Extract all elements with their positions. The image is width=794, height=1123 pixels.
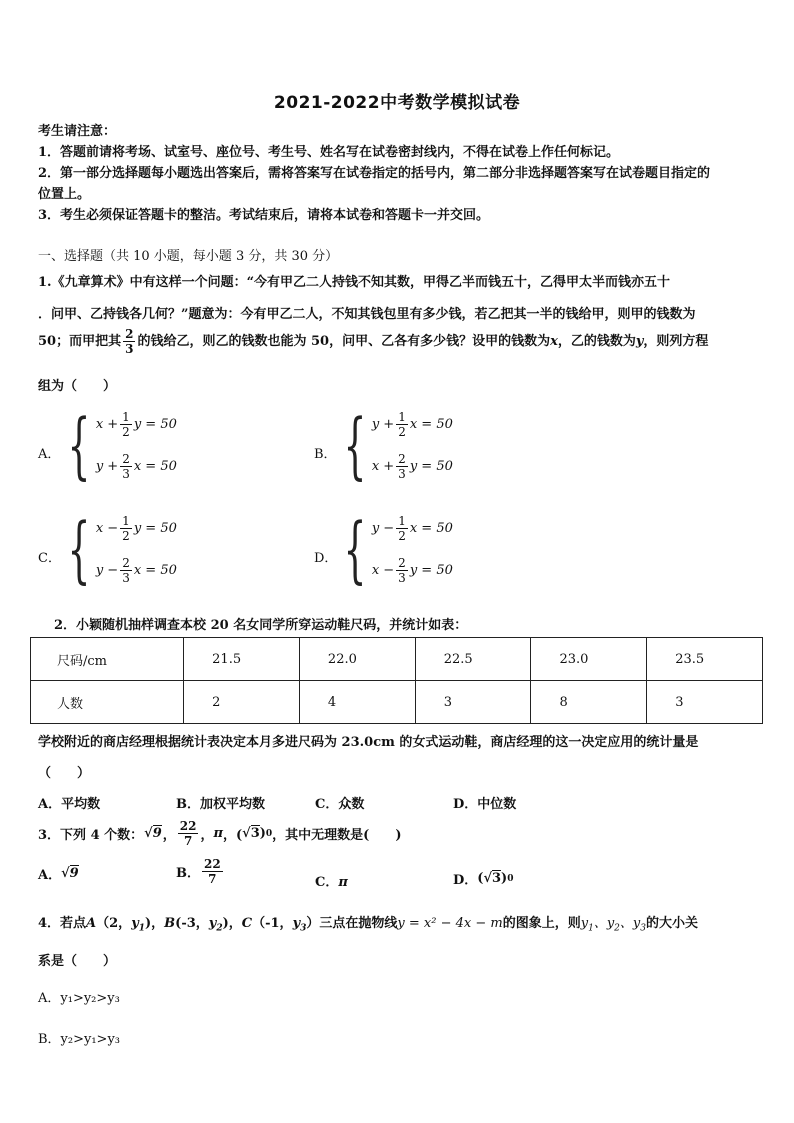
q3-stem-b: ，其中无理数是( )	[272, 828, 402, 843]
table-cell: 3	[647, 681, 763, 724]
fraction	[396, 411, 408, 438]
frac-denominator: 3	[125, 342, 134, 356]
sqrt-9: √9	[61, 866, 79, 881]
q2-after: 学校附近的商店经理根据统计表决定本月多进尺码为 23.0cm 的女式运动鞋，商店经理的这一决定应用的统计量是	[38, 735, 699, 750]
radicand: 9	[69, 866, 79, 881]
comma: ，	[200, 828, 214, 843]
point-c: C	[241, 916, 253, 931]
table-cell: 22.5	[415, 638, 531, 681]
q4-mid: ）三点在抛物线	[306, 916, 398, 931]
equation	[96, 509, 177, 547]
point-b-coords: (-3，	[175, 916, 209, 931]
brace-icon: {	[67, 403, 91, 487]
q4-option-b[interactable]: B．y₂>y₁>y₃	[38, 1032, 121, 1047]
notice-heading: 考生请注意：	[38, 124, 117, 139]
pi-symbol: π	[338, 875, 348, 890]
frac-denominator: 7	[208, 872, 217, 886]
q1-line-3-part-d: ，则列方程	[643, 334, 709, 349]
q2-paren: （ ）	[38, 766, 91, 781]
fraction	[120, 411, 132, 438]
brace-icon: {	[67, 507, 91, 591]
frac-denominator: 3	[398, 570, 406, 585]
frac-denominator: 2	[122, 528, 130, 543]
fraction	[396, 557, 408, 584]
frac-numerator: 2	[398, 555, 406, 570]
q1-option-c-system	[64, 509, 177, 589]
notice-item-1: 1．答题前请将考场、试室号、座位号、考生号、姓名写在试卷密封线内，不得在试卷上作任何标记。	[38, 145, 620, 160]
sqrt-3: √3	[483, 871, 502, 886]
eq-term: x = 50	[133, 562, 177, 578]
eq-term: y = 50	[409, 458, 453, 474]
q4-stem-a: 4．若点	[38, 916, 87, 931]
q1-option-c-label[interactable]: C．	[38, 551, 61, 566]
radicand: 3	[491, 871, 502, 886]
table-cell: 21.5	[184, 638, 300, 681]
exponent: 0	[265, 828, 273, 839]
frac-numerator: 2	[125, 327, 134, 341]
q2-option-b[interactable]: B．加权平均数	[176, 797, 265, 812]
section-heading: 一、选择题（共 10 小题，每小题 3 分，共 30 分）	[38, 249, 339, 264]
equation	[372, 405, 453, 443]
q1-option-b-system	[340, 405, 453, 485]
table-cell: 22.0	[299, 638, 415, 681]
eq-term: y −	[95, 562, 119, 578]
brace-icon: {	[343, 507, 367, 591]
q1-option-b-label[interactable]: B．	[314, 447, 337, 462]
table-row	[31, 681, 763, 724]
paren-open: (	[477, 871, 484, 886]
q1-line-2: ．问甲、乙持钱各几何？”题意为：今有甲乙二人，不知其钱包里有多少钱，若乙把其一半的钱给甲，则甲的钱数为	[38, 307, 696, 322]
table-cell: 2	[184, 681, 300, 724]
option-label: D．	[453, 873, 478, 888]
q2-option-c[interactable]: C．众数	[315, 797, 365, 812]
pi-symbol: π	[213, 826, 223, 841]
radicand: 3	[250, 826, 260, 841]
eq-term: x = 50	[409, 416, 453, 432]
q3-option-b[interactable]	[176, 858, 225, 885]
option-label: A．	[38, 868, 62, 883]
q1-line-3-part-b: 的钱给乙，则乙的钱数也能为 50，问甲、乙各有多少钱？设甲的钱数为	[137, 334, 551, 349]
eq-term: y = 50	[409, 562, 453, 578]
frac-denominator: 2	[122, 424, 130, 439]
frac-numerator: 1	[398, 513, 406, 528]
q4-tail-2: 的大小关	[646, 916, 699, 931]
point-a-coords: （2，	[96, 916, 132, 931]
frac-numerator: 2	[122, 451, 130, 466]
eq-term: y +	[95, 458, 119, 474]
eq-term: y −	[371, 520, 395, 536]
q3-stem	[38, 820, 401, 847]
q1-line-3	[38, 328, 708, 355]
frac-numerator: 2	[122, 555, 130, 570]
q3-option-c[interactable]	[315, 871, 348, 890]
equation	[372, 551, 453, 589]
frac-denominator: 2	[398, 528, 406, 543]
q3-option-d[interactable]	[453, 869, 513, 888]
table-row	[31, 638, 763, 681]
table-cell: 23.5	[647, 638, 763, 681]
point-c-coords: （-1，	[252, 916, 293, 931]
frac-numerator: 1	[122, 409, 130, 424]
shoe-size-table	[30, 637, 763, 724]
q4-line-2: 系是（ ）	[38, 954, 117, 969]
y-list: $y_1$、$y_2$、$y_3$	[580, 916, 646, 934]
eq-term: x −	[95, 520, 119, 536]
page-title: 2021-2022中考数学模拟试卷	[273, 93, 521, 113]
q2-option-d[interactable]: D．中位数	[453, 797, 517, 812]
frac-numerator: 22	[179, 819, 197, 833]
table-cell: 8	[531, 681, 647, 724]
frac-denominator: 3	[122, 466, 130, 481]
fraction	[120, 557, 132, 584]
q1-option-a-system	[64, 405, 177, 485]
brace-icon: {	[343, 403, 367, 487]
frac-numerator: 22	[204, 857, 221, 871]
paren-close: )	[259, 826, 266, 841]
table-cell: 4	[299, 681, 415, 724]
fraction-two-thirds	[123, 328, 135, 355]
q1-line-1: 1.《九章算术》中有这样一个问题：“今有甲乙二人持钱不知其数，甲得乙半而钱五十，乙得甲太半而钱亦五十	[38, 275, 671, 290]
frac-numerator: 1	[398, 409, 406, 424]
fraction	[396, 453, 408, 480]
paren-close: )	[501, 871, 508, 886]
table-cell: 23.0	[531, 638, 647, 681]
option-label: C．	[315, 875, 339, 890]
eq-term: y = 50	[133, 416, 177, 432]
table-cell: 人数	[31, 681, 184, 724]
fraction	[396, 515, 408, 542]
eq-term: x −	[371, 562, 395, 578]
q1-line-4: 组为（ ）	[38, 379, 117, 394]
notice-item-3: 3．考生必须保证答题卡的整洁。考试结束后，请将本试卷和答题卡一并交回。	[38, 208, 490, 223]
fraction	[120, 453, 132, 480]
comma: ，(	[223, 828, 243, 843]
equation	[372, 447, 453, 485]
q4-tail: 的图象上，则	[502, 916, 581, 931]
q4-option-a[interactable]: A．y₁>y₂>y₃	[38, 991, 120, 1006]
q4-stem: 4．若点A（2，$y_1$)，B(-3，$y_2$)，C（-1，$y_3$）三点在抛物线y = x² − 4x − m的图象上，则$y_1$、$y_2$、$y_3$的大小关	[38, 916, 699, 934]
point-a: A	[86, 916, 97, 931]
frac-denominator: 3	[122, 570, 130, 585]
frac-numerator: 1	[122, 513, 130, 528]
eq-term: x +	[95, 416, 119, 432]
option-label: B．	[176, 866, 200, 881]
sqrt-3: √3	[242, 826, 260, 841]
equation	[372, 509, 453, 547]
q1-line-3-part-a: 50；而甲把其	[38, 334, 122, 349]
notice-item-2-cont: 位置上。	[38, 187, 91, 202]
eq-term: y = 50	[133, 520, 177, 536]
equation	[96, 447, 177, 485]
eq-term: x +	[371, 458, 395, 474]
comma: ，	[162, 828, 176, 843]
q3-stem-a: 3．下列 4 个数：	[38, 828, 144, 843]
table-cell: 尺码/cm	[31, 638, 184, 681]
q1-option-d-system	[340, 509, 453, 589]
y2: $y_2$	[208, 916, 223, 934]
q1-line-3-part-c: ，乙的钱数为	[557, 334, 636, 349]
y1: $y_1$	[131, 916, 146, 934]
eq-term: x = 50	[133, 458, 177, 474]
frac-numerator: 2	[398, 451, 406, 466]
frac-denominator: 3	[398, 466, 406, 481]
var-x: x	[550, 334, 558, 349]
equation	[96, 551, 177, 589]
eq-term: x = 50	[409, 520, 453, 536]
q1-option-a-label[interactable]: A．	[38, 447, 61, 462]
notice-item-2: 2．第一部分选择题每小题选出答案后，需将答案写在试卷指定的括号内，第二部分非选择题答案写在试卷题目指定的	[38, 166, 711, 181]
exponent: 0	[507, 873, 514, 884]
frac-denominator: 7	[183, 834, 193, 848]
q2-stem: 2．小颖随机抽样调查本校 20 名女同学所穿运动鞋尺码，并统计如表：	[54, 618, 468, 633]
fraction-22-7	[202, 858, 223, 885]
q3-option-a[interactable]	[38, 864, 79, 883]
var-y: y	[635, 334, 644, 349]
sqrt-9: √9	[144, 826, 162, 841]
parabola-equation: y = x² − 4x − m	[397, 916, 503, 931]
radicand: 9	[152, 826, 162, 841]
equation	[96, 405, 177, 443]
eq-term: y +	[371, 416, 395, 432]
table-cell: 3	[415, 681, 531, 724]
fraction	[120, 515, 132, 542]
frac-denominator: 2	[398, 424, 406, 439]
y3: $y_3$	[292, 916, 307, 934]
fraction-22-7	[178, 820, 199, 847]
q1-option-d-label[interactable]: D．	[314, 551, 338, 566]
point-b: B	[164, 916, 176, 931]
q2-option-a[interactable]: A．平均数	[38, 797, 101, 812]
